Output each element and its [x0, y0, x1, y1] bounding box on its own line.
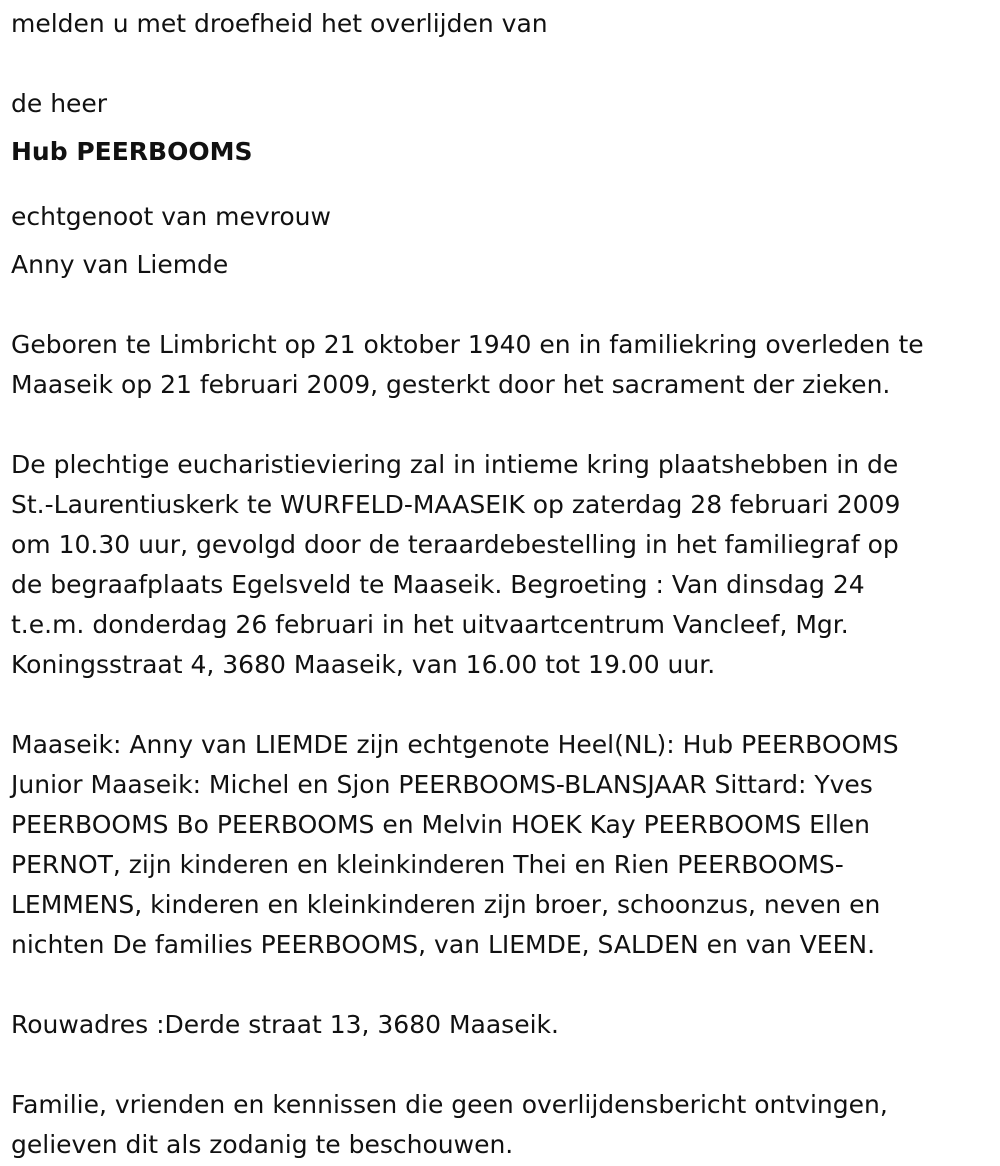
paragraph-line: Maaseik op 21 februari 2009, gesterkt door het sacrament der zieken.	[11, 370, 891, 399]
paragraph-line: om 10.30 uur, gevolgd door de teraardebestelling in het familiegraf op	[11, 530, 899, 559]
paragraph-line: De plechtige eucharistieviering zal in intieme kring plaatshebben in de	[11, 450, 899, 479]
paragraph-line: PERNOT, zijn kinderen en kleinkinderen Thei en Rien PEERBOOMS-	[11, 850, 844, 879]
paragraph-line: t.e.m. donderdag 26 februari in het uitvaartcentrum Vancleef, Mgr.	[11, 610, 849, 639]
address-paragraph	[11, 1005, 991, 1045]
paragraph-line: gelieven dit als zodanig te beschouwen.	[11, 1130, 514, 1159]
paragraph-line: PEERBOOMS Bo PEERBOOMS en Melvin HOEK Kay PEERBOOMS Ellen	[11, 810, 871, 839]
intro-text: melden u met droefheid het overlijden van	[11, 9, 548, 38]
spouse-name: Anny van Liemde	[11, 250, 229, 279]
paragraph-line: de begraafplaats Egelsveld te Maaseik. Begroeting : Van dinsdag 24	[11, 570, 865, 599]
paragraph-line: Koningsstraat 4, 3680 Maaseik, van 16.00 tot 19.00 uur.	[11, 650, 716, 679]
paragraph-line: Familie, vrienden en kennissen die geen overlijdensbericht ontvingen,	[11, 1090, 888, 1119]
birth-death-paragraph	[11, 325, 991, 405]
obituary-notice	[11, 4, 991, 1165]
paragraph-line: Geboren te Limbricht op 21 oktober 1940 en in familiekring overleden te	[11, 330, 924, 359]
paragraph-line: Junior Maaseik: Michel en Sjon PEERBOOMS-BLANSJAAR Sittard: Yves	[11, 770, 873, 799]
paragraph-line: LEMMENS, kinderen en kleinkinderen zijn broer, schoonzus, neven en	[11, 890, 881, 919]
deceased-name: Hub PEERBOOMS	[11, 137, 253, 166]
paragraph-line: St.-Laurentiuskerk te WURFELD-MAASEIK op zaterdag 28 februari 2009	[11, 490, 901, 519]
salutation-text: de heer	[11, 89, 108, 118]
ceremony-paragraph	[11, 445, 991, 685]
spouse-label: echtgenoot van mevrouw	[11, 202, 331, 231]
paragraph-line: Maaseik: Anny van LIEMDE zijn echtgenote Heel(NL): Hub PEERBOOMS	[11, 730, 899, 759]
paragraph-line: nichten De families PEERBOOMS, van LIEMDE, SALDEN en van VEEN.	[11, 930, 876, 959]
family-paragraph	[11, 725, 991, 965]
closing-paragraph	[11, 1085, 991, 1165]
mourning-address: Rouwadres :Derde straat 13, 3680 Maaseik.	[11, 1010, 559, 1039]
